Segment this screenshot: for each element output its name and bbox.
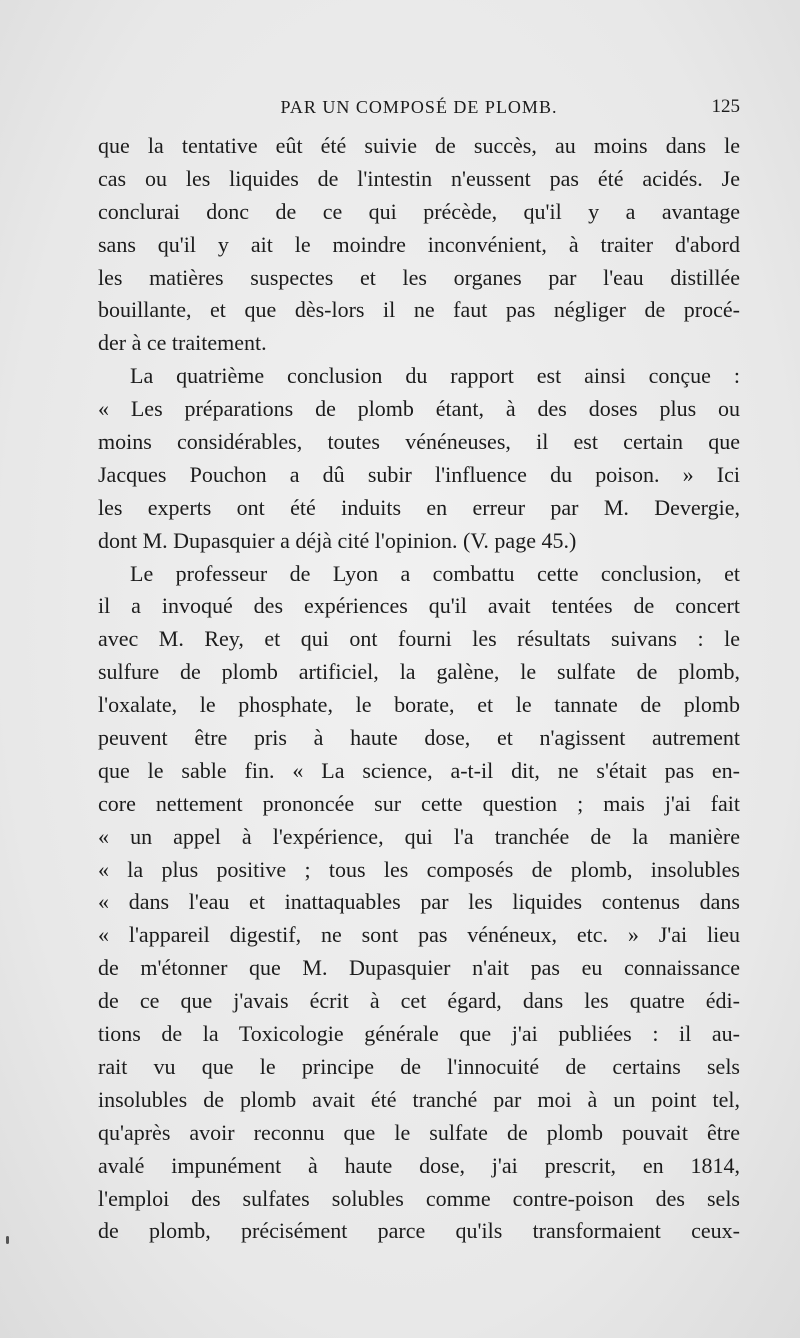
text-line: peuvent être pris à haute dose, et n'agissent autrement [98,725,740,751]
text-line: « un appel à l'expérience, qui l'a tranchée de la manière [98,823,740,849]
text-line: La quatrième conclusion du rapport est ainsi conçue : [130,363,740,389]
text-line: sans qu'il y ait le moindre inconvénient, à traiter d'abord [98,231,740,257]
body-text [98,130,740,1248]
text-line: conclurai donc de ce qui précède, qu'il y a avantage [98,198,740,224]
text-line: Jacques Pouchon a dû subir l'influence du poison. » Ici [98,461,740,487]
text-line: les experts ont été induits en erreur par M. Devergie, [98,494,740,520]
text-line: les matières suspectes et les organes par l'eau distillée [98,264,740,290]
text-line: insolubles de plomb avait été tranché par moi à un point tel, [98,1086,740,1112]
text-line: qu'après avoir reconnu que le sulfate de plomb pouvait être [98,1119,740,1145]
text-line: l'emploi des sulfates solubles comme contre-poison des sels [98,1185,740,1211]
text-line: de m'étonner que M. Dupasquier n'ait pas eu connaissance [98,955,740,981]
text-line: tions de la Toxicologie générale que j'ai publiées : il au- [98,1021,740,1047]
text-line: « dans l'eau et inattaquables par les liquides contenus dans [98,889,740,915]
text-line: moins considérables, toutes vénéneuses, il est certain que [98,429,740,455]
text-line: sulfure de plomb artificiel, la galène, le sulfate de plomb, [98,659,740,685]
running-title: PAR UN COMPOSÉ DE PLOMB. [280,97,558,117]
text-line: de ce que j'avais écrit à cet égard, dans les quatre édi- [98,988,740,1014]
text-line: Le professeur de Lyon a combattu cette conclusion, et [130,560,740,586]
gutter-ink-mark [6,1236,9,1244]
text-line: cas ou les liquides de l'intestin n'eussent pas été acidés. Je [98,165,740,191]
text-line: que le sable fin. « La science, a-t-il dit, ne s'était pas en- [98,757,740,783]
text-line: avec M. Rey, et qui ont fourni les résultats suivans : le [98,626,740,652]
text-line: « la plus positive ; tous les composés de plomb, insolubles [98,856,740,882]
text-line: dont M. Dupasquier a déjà cité l'opinion. (V. page 45.) [98,527,577,553]
text-line: « l'appareil digestif, ne sont pas vénéneux, etc. » J'ai lieu [98,922,740,948]
text-line: que la tentative eût été suivie de succès, au moins dans le [98,133,740,158]
text-line: rait vu que le principe de l'innocuité de certains sels [98,1053,740,1079]
text-line: der à ce traitement. [98,330,267,356]
text-line: core nettement prononcée sur cette question ; mais j'ai fait [98,790,740,816]
running-head [98,92,740,122]
page-number: 125 [711,96,740,117]
text-line: l'oxalate, le phosphate, le borate, et le tannate de plomb [98,692,740,718]
text-line: « Les préparations de plomb étant, à des doses plus ou [98,396,740,422]
text-line: bouillante, et que dès-lors il ne faut pas négliger de procé- [98,297,740,323]
text-line: il a invoqué des expériences qu'il avait tentées de concert [98,593,740,619]
text-line: de plomb, précisément parce qu'ils transformaient ceux- [98,1218,740,1244]
text-line: avalé impunément à haute dose, j'ai prescrit, en 1814, [98,1152,740,1178]
